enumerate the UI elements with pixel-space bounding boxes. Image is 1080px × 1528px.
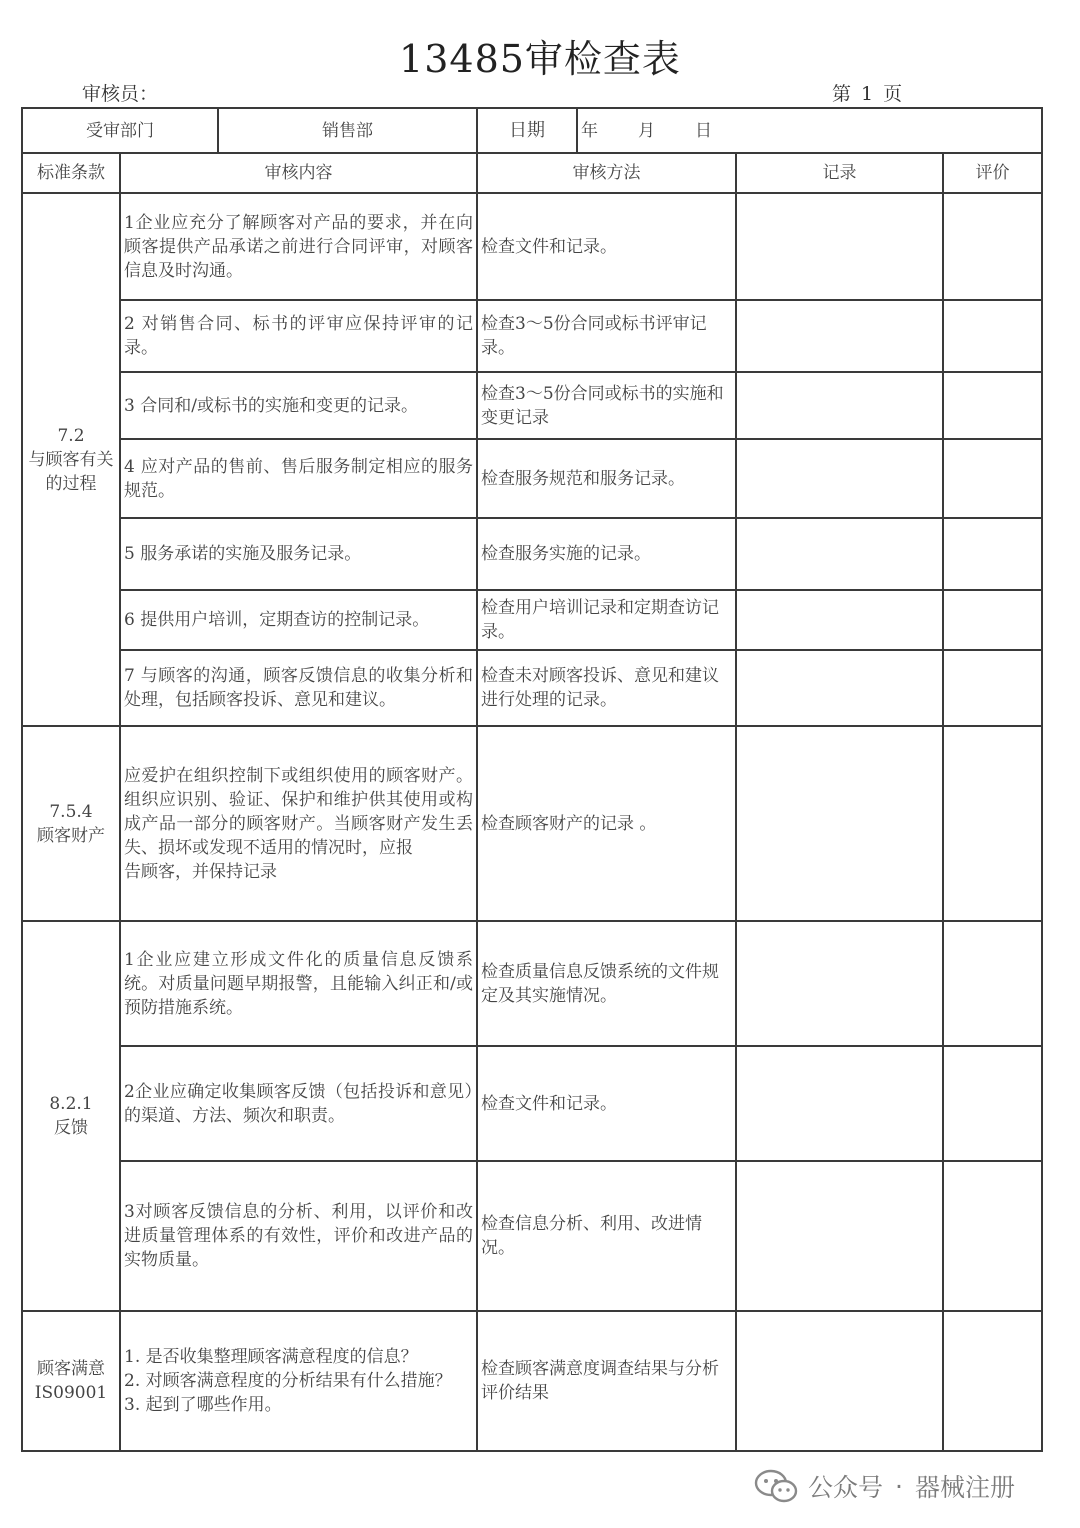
page-number: [832, 79, 902, 106]
evaluation-cell[interactable]: [943, 300, 1042, 372]
table-row: [22, 439, 1042, 518]
audit-content-cell: 3对顾客反馈信息的分析、利用，以评价和改进质量管理体系的有效性，评价和改进产品的实物质量。: [120, 1161, 477, 1311]
table-row: [22, 300, 1042, 372]
audit-content-cell: 1企业应建立形成文件化的质量信息反馈系统。对质量问题早期报警，且能输入纠正和/或预防措施系统。: [120, 921, 477, 1046]
audit-content-cell: 1. 是否收集整理顾客满意程度的信息？ 2. 对顾客满意程度的分析结果有什么措施？ 3. 起到了哪些作用。: [120, 1311, 477, 1451]
table-row: [22, 372, 1042, 439]
audit-method-cell: 检查3～5份合同或标书的实施和变更记录: [477, 372, 736, 439]
evaluation-cell[interactable]: [943, 518, 1042, 590]
audit-content-cell: 2 对销售合同、标书的评审应保持评审的记录。: [120, 300, 477, 372]
audit-content-cell: 5 服务承诺的实施及服务记录。: [120, 518, 477, 590]
record-cell[interactable]: [736, 650, 943, 726]
column-header-row: [22, 153, 1042, 193]
audit-content-cell: 应爱护在组织控制下或组织使用的顾客财产。组织应识别、验证、保护和维护供其使用或构成产品一部分的顾客财产。当顾客财产发生丢失、损坏或发现不适用的情况时，应报 告顾客，并保持记录: [120, 726, 477, 921]
evaluation-cell[interactable]: [943, 372, 1042, 439]
dept-value: 销售部: [218, 108, 477, 153]
info-row: [22, 108, 1042, 153]
record-cell[interactable]: [736, 193, 943, 300]
audit-content-cell: 7 与顾客的沟通，顾客反馈信息的收集分析和处理，包括顾客投诉、意见和建议。: [120, 650, 477, 726]
page-suffix: 页: [883, 83, 903, 105]
date-month: 月: [638, 120, 655, 141]
record-cell[interactable]: [736, 1161, 943, 1311]
watermark: [754, 1466, 1015, 1506]
table-row: [22, 1161, 1042, 1311]
audit-method-cell: 检查顾客满意度调查结果与分析评价结果: [477, 1311, 736, 1451]
auditor-label: 审核员：: [82, 83, 159, 105]
date-value: [577, 108, 1042, 153]
col-header-method: 审核方法: [477, 153, 736, 193]
record-cell[interactable]: [736, 1046, 943, 1161]
date-year: 年: [581, 120, 598, 141]
evaluation-cell[interactable]: [943, 650, 1042, 726]
table-row: [22, 921, 1042, 1046]
audit-content-cell: 3 合同和/或标书的实施和变更的记录。: [120, 372, 477, 439]
record-cell[interactable]: [736, 921, 943, 1046]
table-row: [22, 1046, 1042, 1161]
evaluation-cell[interactable]: [943, 1311, 1042, 1451]
date-label: 日期: [477, 108, 577, 153]
clause-cell: 7.5.4 顾客财产: [22, 726, 120, 921]
dept-label: 受审部门: [22, 108, 218, 153]
audit-method-cell: 检查文件和记录。: [477, 1046, 736, 1161]
record-cell[interactable]: [736, 300, 943, 372]
record-cell[interactable]: [736, 590, 943, 650]
record-cell[interactable]: [736, 372, 943, 439]
audit-method-cell: 检查文件和记录。: [477, 193, 736, 300]
col-header-evaluation: 评价: [943, 153, 1042, 193]
evaluation-cell[interactable]: [943, 1046, 1042, 1161]
audit-method-cell: 检查顾客财产的记录 。: [477, 726, 736, 921]
record-cell[interactable]: [736, 1311, 943, 1451]
table-row: [22, 726, 1042, 921]
audit-method-cell: 检查服务规范和服务记录。: [477, 439, 736, 518]
col-header-clause: 标准条款: [22, 153, 120, 193]
clause-cell: 顾客满意 IS09001: [22, 1311, 120, 1451]
record-cell[interactable]: [736, 518, 943, 590]
col-header-content: 审核内容: [120, 153, 477, 193]
evaluation-cell[interactable]: [943, 439, 1042, 518]
date-day: 日: [695, 120, 712, 141]
wechat-icon: [754, 1468, 798, 1504]
col-header-record: 记录: [736, 153, 943, 193]
watermark-separator: ·: [895, 1471, 903, 1501]
page-number-value: 1: [861, 83, 874, 105]
table-row: [22, 1311, 1042, 1451]
evaluation-cell[interactable]: [943, 590, 1042, 650]
audit-content-cell: 6 提供用户培训，定期查访的控制记录。: [120, 590, 477, 650]
table-row: [22, 650, 1042, 726]
evaluation-cell[interactable]: [943, 726, 1042, 921]
audit-checklist-table: [21, 107, 1043, 1452]
audit-method-cell: 检查3～5份合同或标书评审记录。: [477, 300, 736, 372]
table-row: [22, 193, 1042, 300]
clause-cell: 8.2.1 反馈: [22, 921, 120, 1311]
audit-content-cell: 2企业应确定收集顾客反馈（包括投诉和意见）的渠道、方法、频次和职责。: [120, 1046, 477, 1161]
table-row: [22, 518, 1042, 590]
audit-method-cell: 检查信息分析、利用、改进情况。: [477, 1161, 736, 1311]
page-title: 13485审检查表: [399, 37, 681, 81]
clause-cell: 7.2 与顾客有关的过程: [22, 193, 120, 726]
audit-method-cell: 检查用户培训记录和定期查访记录。: [477, 590, 736, 650]
watermark-name: 器械注册: [914, 1473, 1015, 1502]
record-cell[interactable]: [736, 726, 943, 921]
record-cell[interactable]: [736, 439, 943, 518]
audit-method-cell: 检查未对顾客投诉、意见和建议进行处理的记录。: [477, 650, 736, 726]
audit-method-cell: 检查服务实施的记录。: [477, 518, 736, 590]
evaluation-cell[interactable]: [943, 921, 1042, 1046]
audit-method-cell: 检查质量信息反馈系统的文件规定及其实施情况。: [477, 921, 736, 1046]
watermark-prefix: 公众号: [808, 1473, 884, 1502]
audit-content-cell: 4 应对产品的售前、售后服务制定相应的服务规范。: [120, 439, 477, 518]
page-prefix: 第: [832, 83, 852, 105]
audit-content-cell: 1企业应充分了解顾客对产品的要求，并在向顾客提供产品承诺之前进行合同评审，对顾客信息及时沟通。: [120, 193, 477, 300]
evaluation-cell[interactable]: [943, 193, 1042, 300]
table-row: [22, 590, 1042, 650]
evaluation-cell[interactable]: [943, 1161, 1042, 1311]
